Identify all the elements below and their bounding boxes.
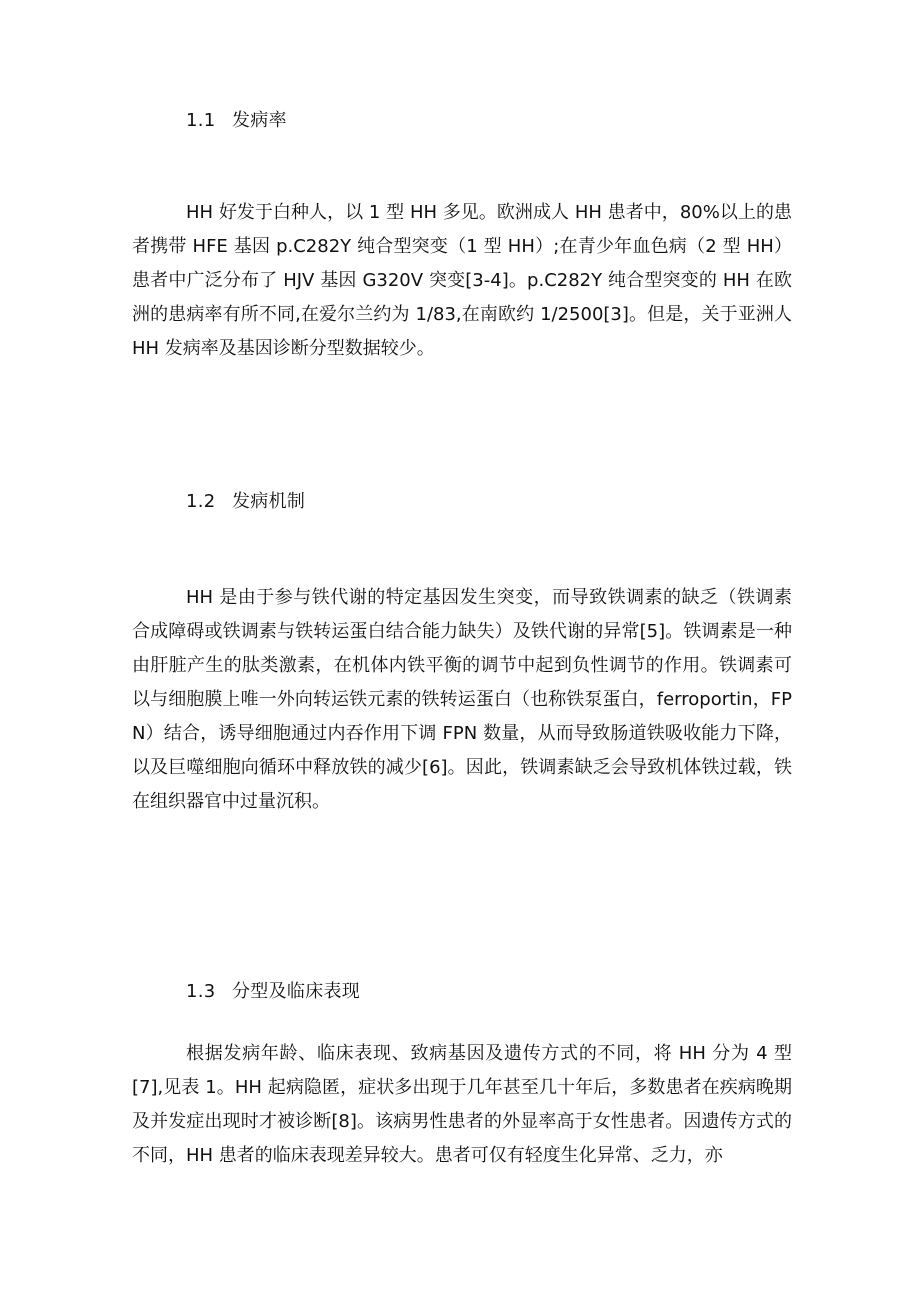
section-heading-1-1 bbox=[186, 109, 287, 133]
section-paragraph-1-3: 根据发病年龄、临床表现、致病基因及遗传方式的不同，将 HH 分为 4 型[7],见表 1。HH 起病隐匿，症状多出现于几年甚至几十年后，多数患者在疾病晚期及并发症出现时才被诊断[8]。该病男性患者的外显率高于女性患者。因遗传方式的不同，HH 患者的临床表现差异较大。患者可仅有轻度生化异常、乏力，亦 bbox=[132, 1043, 792, 1166]
section-heading-1-2 bbox=[186, 490, 305, 514]
section-title: 发病率 bbox=[232, 110, 287, 131]
section-number: 1.2 bbox=[186, 491, 216, 512]
section-paragraph-1-1: HH 好发于白种人，以 1 型 HH 多见。欧洲成人 HH 患者中，80%以上的患者携带 HFE 基因 p.C282Y 纯合型突变（1 型 HH）;在青少年血色病（2 型 HH）患者中广泛分布了 HJV 基因 G320V 突变[3-4]。p.C282Y 纯合型突变的 HH 在欧洲的患病率有所不同,在爱尔兰约为 1/83,在南欧约 1/2500[3]。但是，关于亚洲人 HH 发病率及基因诊断分型数据较少。 bbox=[132, 202, 792, 359]
section-heading-1-3 bbox=[186, 980, 360, 1004]
section-paragraph-1-2: HH 是由于参与铁代谢的特定基因发生突变，而导致铁调素的缺乏（铁调素合成障碍或铁调素与铁转运蛋白结合能力缺失）及铁代谢的异常[5]。铁调素是一种由肝脏产生的肽类激素，在机体内铁平衡的调节中起到负性调节的作用。铁调素可以与细胞膜上唯一外向转运铁元素的铁转运蛋白（也称铁泵蛋白，ferroportin，FPN）结合，诱导细胞通过内吞作用下调 FPN 数量，从而导致肠道铁吸收能力下降，以及巨噬细胞向循环中释放铁的减少[6]。因此，铁调素缺乏会导致机体铁过载，铁在组织器官中过量沉积。 bbox=[132, 587, 792, 812]
section-title: 分型及临床表现 bbox=[232, 981, 361, 1002]
section-title: 发病机制 bbox=[232, 491, 306, 512]
section-number: 1.3 bbox=[186, 981, 216, 1002]
section-number: 1.1 bbox=[186, 110, 216, 131]
